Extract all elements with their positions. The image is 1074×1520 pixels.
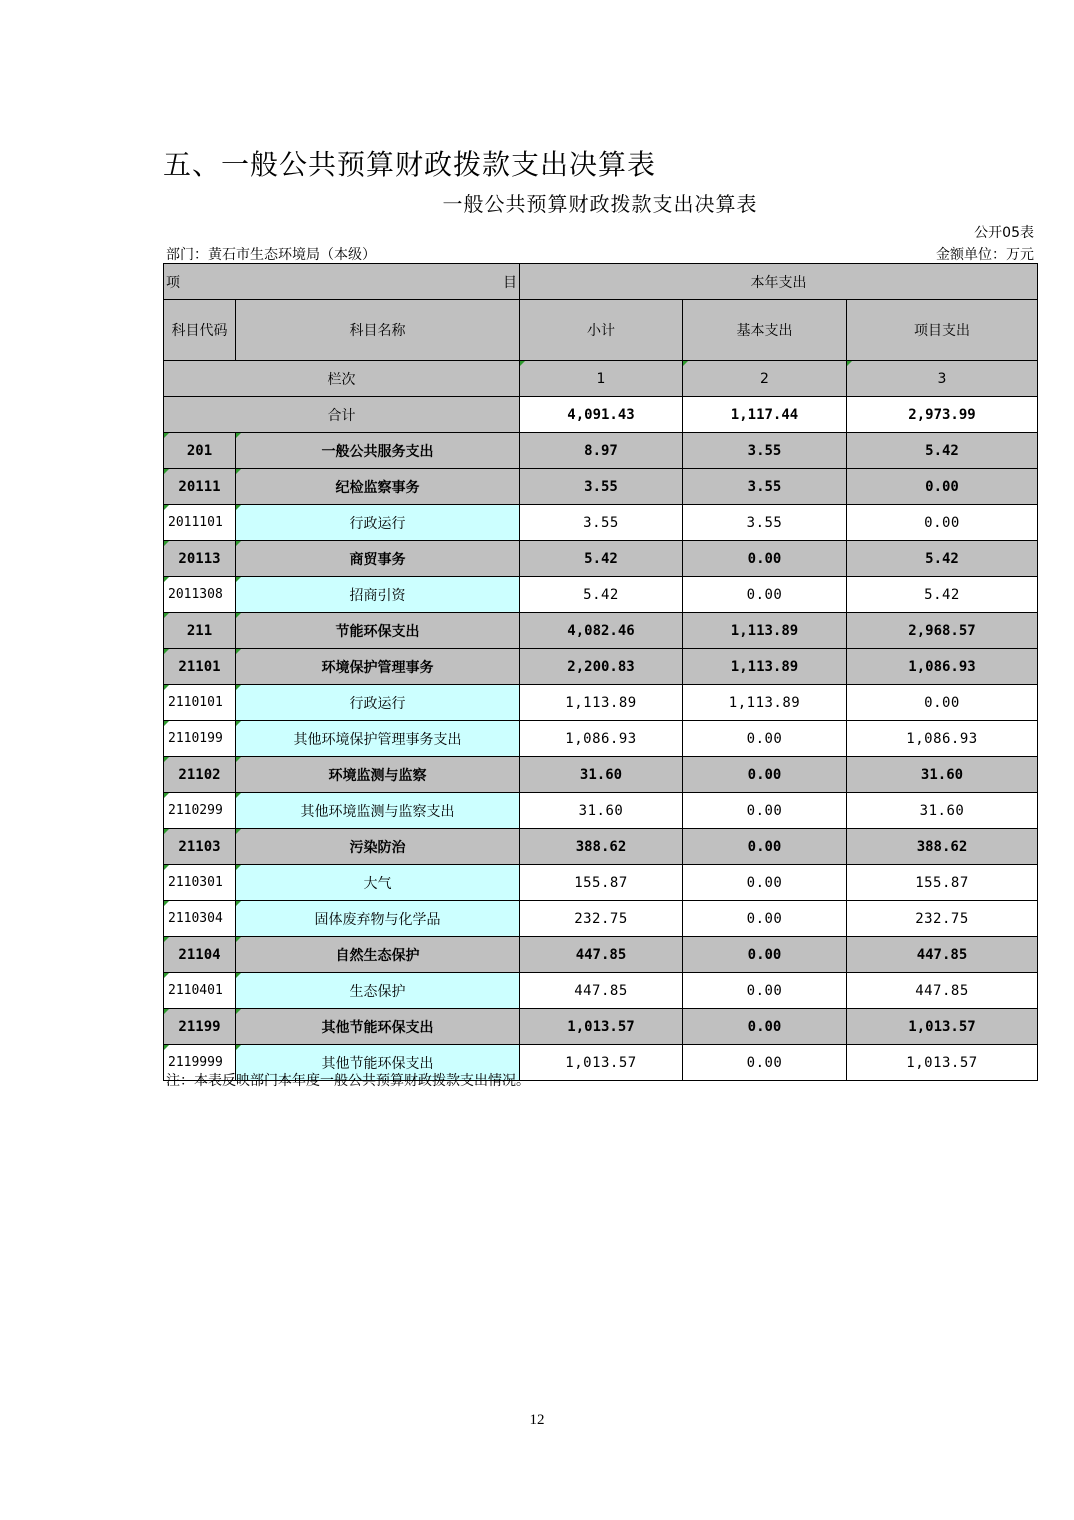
row-name: 生态保护 — [236, 973, 520, 1009]
column-index-3: 3 — [847, 361, 1038, 397]
header-name: 科目名称 — [236, 300, 520, 361]
row-code: 21104 — [164, 937, 236, 973]
row-name: 其他节能环保支出 — [236, 1009, 520, 1045]
row-code: 21103 — [164, 829, 236, 865]
row-basic: 0.00 — [683, 541, 847, 577]
row-name: 自然生态保护 — [236, 937, 520, 973]
total-project: 2,973.99 — [847, 397, 1038, 433]
row-code: 21101 — [164, 649, 236, 685]
row-project: 31.60 — [847, 793, 1038, 829]
row-code: 2110304 — [164, 901, 236, 937]
row-subtotal: 388.62 — [520, 829, 683, 865]
row-name: 固体废弃物与化学品 — [236, 901, 520, 937]
row-subtotal: 5.42 — [520, 541, 683, 577]
row-basic: 0.00 — [683, 901, 847, 937]
page-heading: 五、一般公共预算财政拨款支出决算表 — [163, 148, 657, 181]
header-item-right: 目 — [503, 274, 517, 291]
row-basic: 1,113.89 — [683, 613, 847, 649]
row-subtotal: 31.60 — [520, 793, 683, 829]
total-basic: 1,117.44 — [683, 397, 847, 433]
row-subtotal: 2,200.83 — [520, 649, 683, 685]
row-basic: 0.00 — [683, 793, 847, 829]
table-row — [164, 505, 1038, 541]
header-project: 项目支出 — [847, 300, 1038, 361]
row-project: 155.87 — [847, 865, 1038, 901]
row-basic: 1,113.89 — [683, 685, 847, 721]
row-basic: 0.00 — [683, 1009, 847, 1045]
row-project: 31.60 — [847, 757, 1038, 793]
table-row — [164, 937, 1038, 973]
table-row — [164, 973, 1038, 1009]
row-subtotal: 232.75 — [520, 901, 683, 937]
total-subtotal: 4,091.43 — [520, 397, 683, 433]
header-subtotal: 小计 — [520, 300, 683, 361]
row-project: 0.00 — [847, 505, 1038, 541]
row-name: 环境监测与监察 — [236, 757, 520, 793]
table-row — [164, 721, 1038, 757]
row-basic: 0.00 — [683, 937, 847, 973]
row-basic: 0.00 — [683, 721, 847, 757]
table-row — [164, 901, 1038, 937]
row-subtotal: 1,086.93 — [520, 721, 683, 757]
row-project: 5.42 — [847, 541, 1038, 577]
row-project: 0.00 — [847, 685, 1038, 721]
row-subtotal: 3.55 — [520, 505, 683, 541]
table-row — [164, 541, 1038, 577]
total-label: 合计 — [164, 397, 520, 433]
row-name: 其他环境保护管理事务支出 — [236, 721, 520, 757]
row-subtotal: 3.55 — [520, 469, 683, 505]
row-project: 1,013.57 — [847, 1045, 1038, 1081]
header-item-left: 项 — [166, 274, 180, 291]
row-project: 1,086.93 — [847, 721, 1038, 757]
row-code: 2110401 — [164, 973, 236, 1009]
table-row — [164, 865, 1038, 901]
page-number: 12 — [529, 1412, 545, 1428]
row-subtotal: 1,013.57 — [520, 1009, 683, 1045]
table-note: 注：本表反映部门本年度一般公共预算财政拨款支出情况。 — [166, 1073, 530, 1089]
department-label: 部门：黄石市生态环境局（本级） — [166, 247, 376, 263]
row-project: 1,086.93 — [847, 649, 1038, 685]
row-name: 行政运行 — [236, 685, 520, 721]
total-row — [164, 397, 1038, 433]
row-project: 1,013.57 — [847, 1009, 1038, 1045]
row-code: 2110101 — [164, 685, 236, 721]
row-basic: 0.00 — [683, 1045, 847, 1081]
form-code: 公开05表 — [974, 225, 1034, 241]
expenditure-table — [163, 263, 1038, 1081]
row-code: 20111 — [164, 469, 236, 505]
row-subtotal: 5.42 — [520, 577, 683, 613]
row-project: 447.85 — [847, 937, 1038, 973]
table-row — [164, 469, 1038, 505]
table-row — [164, 649, 1038, 685]
row-name: 商贸事务 — [236, 541, 520, 577]
table-row — [164, 577, 1038, 613]
table-title: 一般公共预算财政拨款支出决算表 — [442, 192, 758, 216]
row-project: 232.75 — [847, 901, 1038, 937]
row-project: 447.85 — [847, 973, 1038, 1009]
row-name: 其他环境监测与监察支出 — [236, 793, 520, 829]
row-code: 2119999 — [164, 1045, 236, 1081]
row-subtotal: 447.85 — [520, 973, 683, 1009]
header-code: 科目代码 — [164, 300, 236, 361]
row-subtotal: 447.85 — [520, 937, 683, 973]
row-subtotal: 4,082.46 — [520, 613, 683, 649]
row-code: 20113 — [164, 541, 236, 577]
table-row — [164, 685, 1038, 721]
row-name: 其他节能环保支出 — [236, 1045, 520, 1081]
row-subtotal: 155.87 — [520, 865, 683, 901]
row-basic: 0.00 — [683, 577, 847, 613]
row-subtotal: 31.60 — [520, 757, 683, 793]
row-basic: 0.00 — [683, 829, 847, 865]
row-subtotal: 1,013.57 — [520, 1045, 683, 1081]
table-row — [164, 433, 1038, 469]
header-row-columns — [164, 300, 1038, 361]
header-basic: 基本支出 — [683, 300, 847, 361]
column-index-1: 1 — [520, 361, 683, 397]
header-current-year: 本年支出 — [520, 264, 1038, 300]
column-index-label: 栏次 — [164, 361, 520, 397]
row-basic: 3.55 — [683, 433, 847, 469]
row-name: 节能环保支出 — [236, 613, 520, 649]
row-code: 21199 — [164, 1009, 236, 1045]
row-basic: 3.55 — [683, 505, 847, 541]
unit-label: 金额单位：万元 — [936, 247, 1034, 263]
row-basic: 1,113.89 — [683, 649, 847, 685]
row-name: 环境保护管理事务 — [236, 649, 520, 685]
row-basic: 0.00 — [683, 757, 847, 793]
row-subtotal: 8.97 — [520, 433, 683, 469]
row-project: 2,968.57 — [847, 613, 1038, 649]
column-index-row — [164, 361, 1038, 397]
row-name: 一般公共服务支出 — [236, 433, 520, 469]
row-project: 5.42 — [847, 433, 1038, 469]
row-name: 招商引资 — [236, 577, 520, 613]
row-name: 纪检监察事务 — [236, 469, 520, 505]
row-project: 5.42 — [847, 577, 1038, 613]
row-subtotal: 1,113.89 — [520, 685, 683, 721]
column-index-2: 2 — [683, 361, 847, 397]
row-basic: 0.00 — [683, 865, 847, 901]
row-code: 21102 — [164, 757, 236, 793]
header-row-item — [164, 264, 1038, 300]
row-name: 污染防治 — [236, 829, 520, 865]
table-row — [164, 793, 1038, 829]
header-item-cell — [164, 264, 520, 300]
row-code: 2110199 — [164, 721, 236, 757]
row-code: 201 — [164, 433, 236, 469]
row-basic: 0.00 — [683, 973, 847, 1009]
table-row — [164, 757, 1038, 793]
row-name: 大气 — [236, 865, 520, 901]
row-code: 2110301 — [164, 865, 236, 901]
row-code: 2011101 — [164, 505, 236, 541]
row-name: 行政运行 — [236, 505, 520, 541]
row-project: 388.62 — [847, 829, 1038, 865]
row-code: 211 — [164, 613, 236, 649]
table-row — [164, 1009, 1038, 1045]
row-basic: 3.55 — [683, 469, 847, 505]
table-row — [164, 829, 1038, 865]
row-code: 2011308 — [164, 577, 236, 613]
row-code: 2110299 — [164, 793, 236, 829]
row-project: 0.00 — [847, 469, 1038, 505]
table-row — [164, 613, 1038, 649]
